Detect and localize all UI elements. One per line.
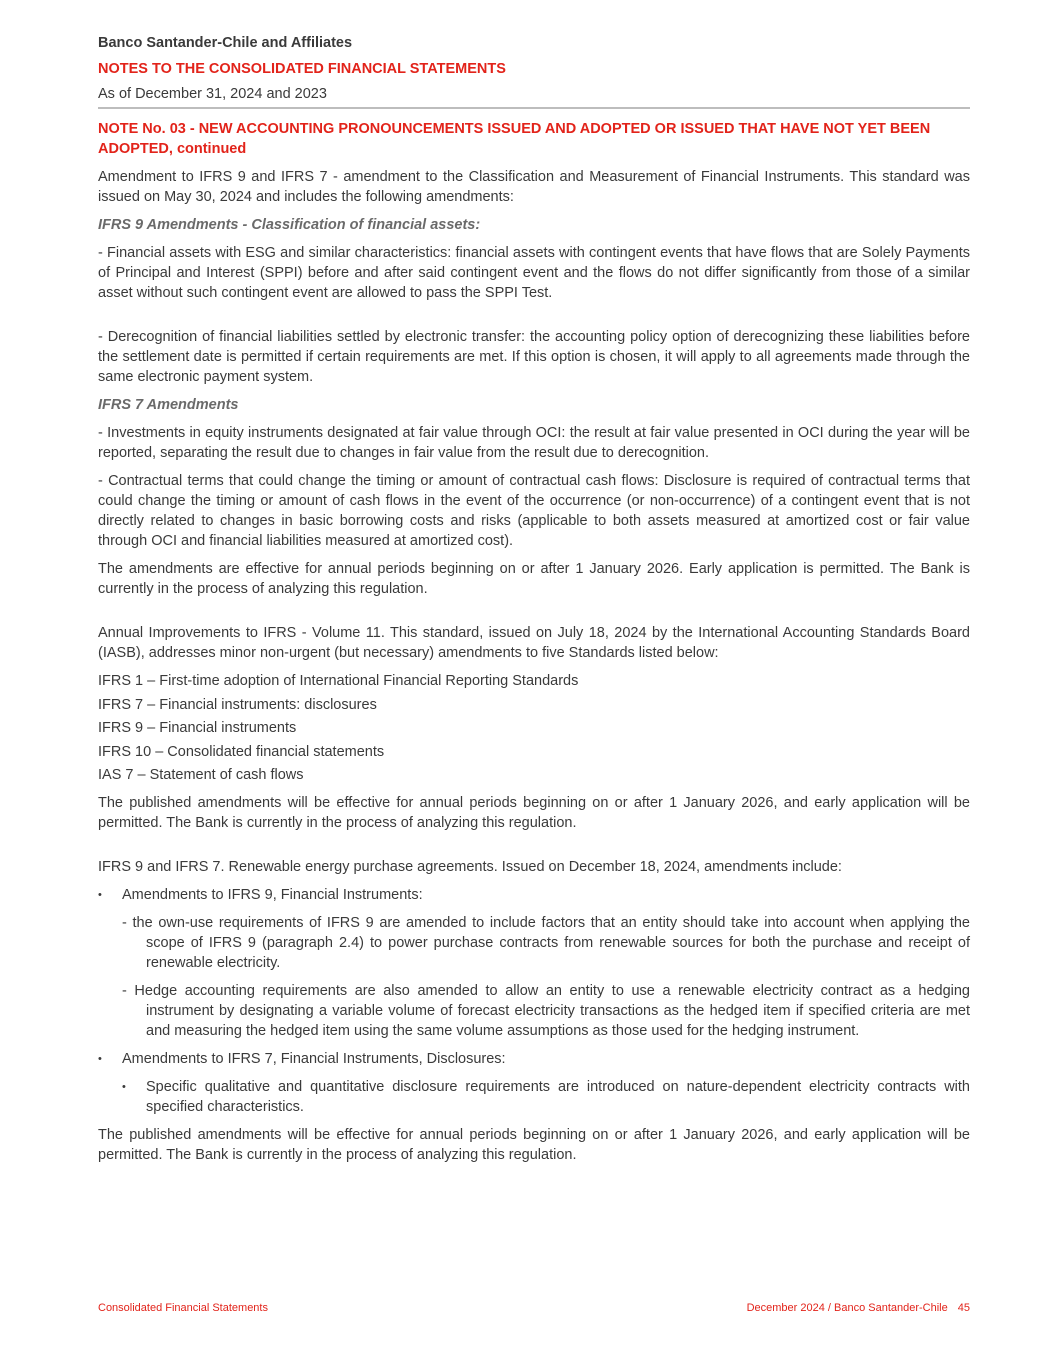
ifrs9-paragraph-esg: - Financial assets with ESG and similar characteristics: financial assets with contingent events that have flows that are Solely Payments of Principal and Interest (SPPI) before and after said contingent event and the flows do not differ significantly from those of a similar asset without such contingent event are allowed to pass the SPPI Test. [98,245,970,301]
footer-left: Consolidated Financial Statements [98,1302,268,1314]
bullet-text: Amendments to IFRS 9, Financial Instruments: [122,887,423,904]
sub-bullet-disclosure [122,1077,970,1117]
bullet-ifrs7 [98,1049,970,1069]
standard-item: IFRS 1 – First-time adoption of International Financial Reporting Standards [98,673,579,689]
ifrs9-paragraph-derecognition: - Derecognition of financial liabilities settled by electronic transfer: the accounting policy option of derecognizing these liabilities before the settlement date is permitted if certain requirements are met. If this option is chosen, it will apply to all agreements made through the same electronic payment system. [98,329,970,385]
page-number: 45 [957,1302,970,1314]
notes-title: NOTES TO THE CONSOLIDATED FINANCIAL STATEMENTS [98,61,506,77]
section2-intro: Annual Improvements to IFRS - Volume 11. This standard, issued on July 18, 2024 by the International Accounting Standards Board (IASB), addresses minor non-urgent (but necessary) amendments to five Standards listed below: [98,625,970,661]
section1-intro: Amendment to IFRS 9 and IFRS 7 - amendment to the Classification and Measurement of Financial Instruments. This standard was issued on May 30, 2024 and includes the following amendments: [98,169,970,205]
dash-item-own-use: - the own-use requirements of IFRS 9 are amended to include factors that an entity should take into account when applying the scope of IFRS 9 (paragraph 2.4) to power purchase contracts from renewable sources for both the purchase and receipt of renewable electricity. [122,915,970,972]
spacer [98,607,970,623]
ifrs7-paragraph-contractual: - Contractual terms that could change the timing or amount of contractual cash flows: Disclosure is required of contractual terms that could change the timing or amount of cash flows in the event of the occurrence (or non-occurrence) of a contingent event that is not directly related to changes in basic borrowing costs and risks (applicable to both assets measured at amortized cost or fair value through OCI and financial liabilities measured at amortized cost). [98,473,970,549]
spacer [98,311,970,327]
section1-effective: The amendments are effective for annual periods beginning on or after 1 January 2026. Early application is permitted. The Bank is currently in the process of analyzing this regulation. [98,561,970,597]
bullet-text: Amendments to IFRS 7, Financial Instruments, Disclosures: [122,1051,506,1068]
standard-item: IFRS 9 – Financial instruments [98,720,297,737]
footer-right [747,1302,970,1314]
bullet-ifrs9 [98,885,970,905]
ifrs7-paragraph-equity: - Investments in equity instruments designated at fair value through OCI: the result at fair value presented in OCI during the year will be reported, separating the result due to changes in fair value from the result due to derecognition. [98,425,970,461]
section2-effective: The published amendments will be effective for annual periods beginning on or after 1 January 2026, and early application will be permitted. The Bank is currently in the process of analyzing this regulation. [98,795,970,832]
sub-bullet-text: Specific qualitative and quantitative disclosure requirements are introduced on nature-dependent electricity contracts with specified characteristics. [146,1079,970,1116]
section3-intro: IFRS 9 and IFRS 7. Renewable energy purchase agreements. Issued on December 18, 2024, amendments include: [98,859,842,876]
standard-item: IAS 7 – Statement of cash flows [98,767,304,784]
company-name: Banco Santander-Chile and Affiliates [98,35,353,51]
bullet-icon: • [98,889,102,902]
dash-item-hedge-accounting: - Hedge accounting requirements are also amended to allow an entity to use a renewable electricity contract as a hedging instrument by designating a variable volume of forecast electricity transactions as the hedged item if specified criteria are met and measuring the hedged item using the same volume assumptions as those used for the hedging instrument. [122,983,970,1040]
standard-item: IFRS 10 – Consolidated financial statements [98,743,385,760]
bullet-icon: • [98,1053,102,1066]
ifrs9-amendments-heading: IFRS 9 Amendments - Classification of financial assets: [98,217,481,233]
ifrs7-amendments-heading: IFRS 7 Amendments [98,397,239,413]
section3-effective: The published amendments will be effective for annual periods beginning on or after 1 January 2026, and early application will be permitted. The Bank is currently in the process of analyzing this regulation. [98,1127,970,1164]
header-divider [98,107,970,109]
note-heading: NOTE No. 03 - NEW ACCOUNTING PRONOUNCEMENTS ISSUED AND ADOPTED OR ISSUED THAT HAVE NOT YET BEEN ADOPTED, continued [98,121,931,157]
bullet-icon: • [122,1081,126,1094]
date-line: As of December 31, 2024 and 2023 [98,86,327,102]
footer-report-title: December 2024 / Banco Santander-Chile [746,1302,948,1314]
page-content [98,30,970,1173]
spacer [98,841,970,857]
standard-item: IFRS 7 – Financial instruments: disclosures [98,696,377,713]
